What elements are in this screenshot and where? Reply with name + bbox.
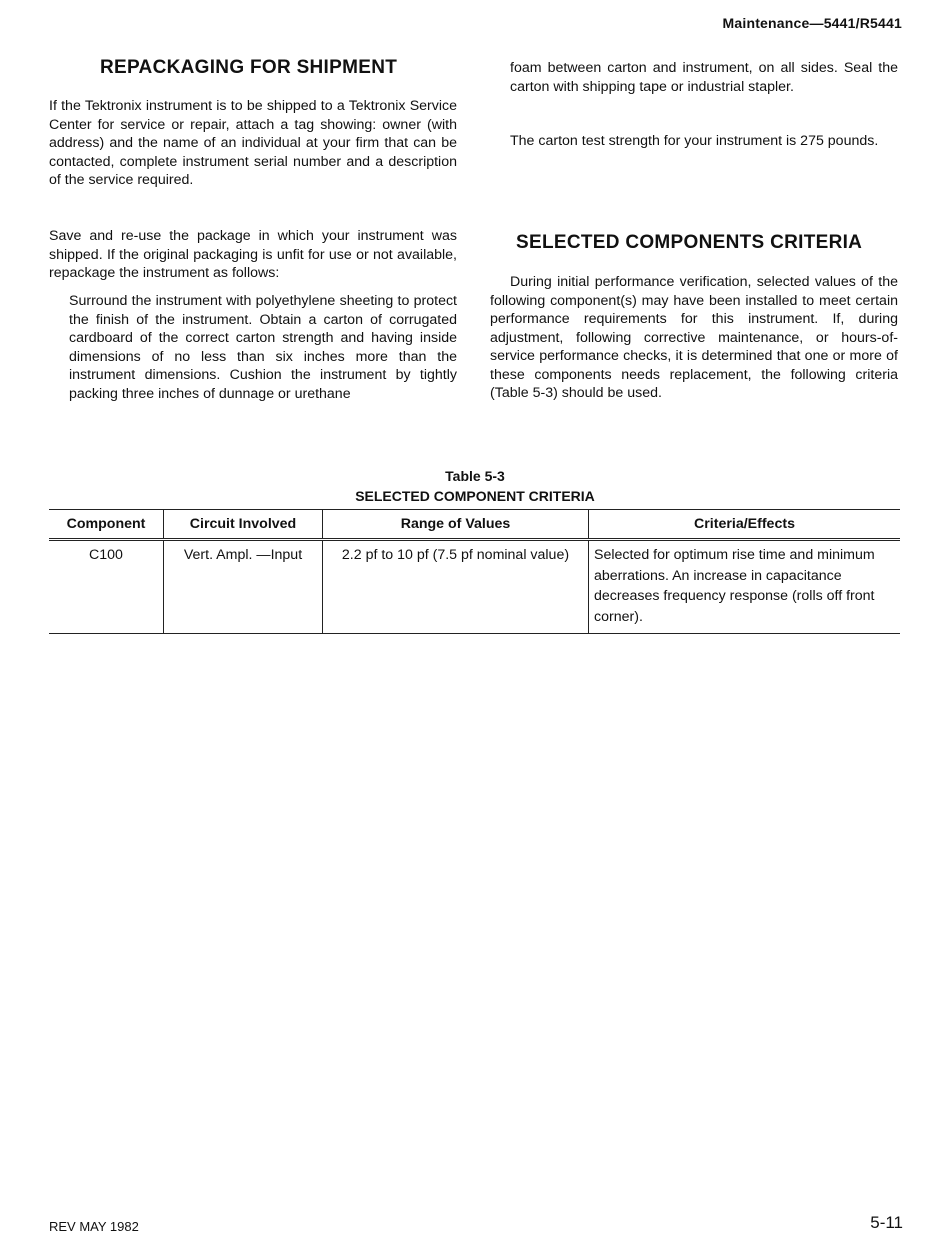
table-row [49, 540, 900, 634]
running-header: Maintenance—5441/R5441 [722, 15, 902, 31]
header-circuit-involved: Circuit Involved [164, 510, 323, 540]
cell-component: C100 [49, 540, 164, 634]
carton-strength-paragraph [510, 132, 898, 151]
table-number: Table 5-3 [445, 468, 505, 484]
header-criteria-effects: Criteria/Effects [589, 510, 901, 540]
repackaging-paragraph-1: If the Tektronix instrument is to be shipped to a Tektronix Service Center for service or repair, attach a tag showing: owner (with address) and the name of an individual at your firm that can be contacted, complete instrument serial number and a description of the service required. [49, 98, 457, 188]
selected-component-criteria-table [49, 509, 900, 634]
repackaging-paragraph-3: Surround the instrument with polyethylene sheeting to protect the finish of the instrument. Obtain a carton of corrugated cardboard of the correct carton strength and having inside dimensions of no less than six inches more than the instrument dimensions. Cushion the instrument by tightly packing three inches of dunnage or urethane [69, 293, 457, 402]
table-title: SELECTED COMPONENT CRITERIA [355, 488, 595, 504]
carton-strength-text: The carton test strength for your instrument is 275 pounds. [510, 133, 879, 149]
repackaging-paragraph-2: Save and re-use the package in which your instrument was shipped. If the original packaging is unfit for use or not available, repackage the instrument as follows: [49, 228, 457, 281]
page-number: 5-11 [870, 1213, 903, 1232]
revision-date: REV MAY 1982 [49, 1219, 139, 1234]
table-header-row [49, 510, 900, 540]
header-component: Component [49, 510, 164, 540]
selected-components-paragraph: During initial performance verification, selected values of the following component(s) may have been installed to meet certain performance requirements for this instrument. If, during adjustment, following corrective maintenance, or hours-of-service performance checks, it is determined that one or more of these components needs replacement, the following criteria (Table 5-3) should be used. [490, 274, 898, 401]
repackaging-paragraph-4: foam between carton and instrument, on all sides. Seal the carton with shipping tape or industrial stapler. [510, 60, 898, 95]
repackaging-heading: REPACKAGING FOR SHIPMENT [100, 57, 398, 78]
cell-range: 2.2 pf to 10 pf (7.5 pf nominal value) [323, 540, 589, 634]
cell-criteria: Selected for optimum rise time and minimum aberrations. An increase in capacitance decreases frequency response (rolls off front corner). [589, 540, 901, 634]
cell-circuit: Vert. Ampl. —Input [164, 540, 323, 634]
header-range-of-values: Range of Values [323, 510, 589, 540]
selected-components-heading: SELECTED COMPONENTS CRITERIA [516, 232, 863, 253]
